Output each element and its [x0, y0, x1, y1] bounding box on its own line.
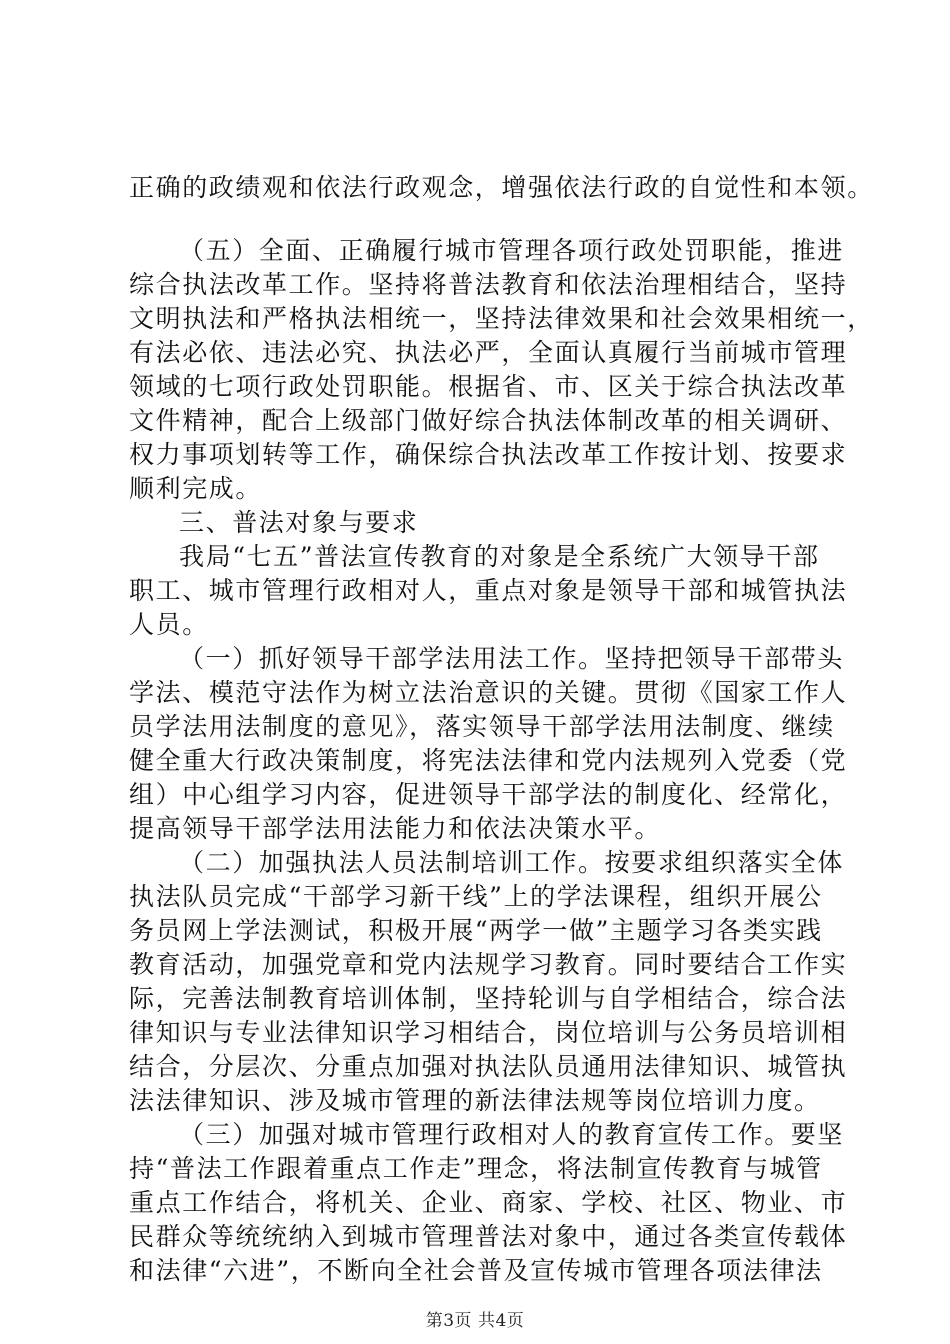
- body-text-line: 法法律知识、涉及城市管理的新法律法规等岗位培训力度。: [129, 1086, 821, 1115]
- body-text-line: 领域的七项行政处罚职能。根据省、市、区关于综合执法改革: [129, 372, 848, 401]
- body-text-line: 有法必依、违法必究、执法必严，全面认真履行当前城市管理: [129, 338, 848, 367]
- body-text-line: 重点工作结合，将机关、企业、商家、学校、社区、物业、市: [129, 1188, 848, 1217]
- body-text-line: 职工、城市管理行政相对人，重点对象是领导干部和城管执法: [129, 576, 848, 605]
- section-heading: 三、普法对象与要求: [179, 508, 419, 537]
- body-text-line: 顺利完成。: [129, 474, 263, 503]
- body-text-line: 结合，分层次、分重点加强对执法队员通用法律知识、城管执: [129, 1052, 848, 1081]
- body-text-line: 组）中心组学习内容，促进领导干部学法的制度化、经常化，: [129, 780, 848, 809]
- body-text-line: 和法律“六进”，不断向全社会普及宣传城市管理各项法律法: [129, 1256, 823, 1285]
- body-text-line: 持“普法工作跟着重点工作走”理念，将法制宣传教育与城管: [129, 1154, 823, 1183]
- body-text-line: 律知识与专业法律知识学习相结合，岗位培训与公务员培训相: [129, 1018, 848, 1047]
- body-text-line: 员学法用法制度的意见》，落实领导干部学法用法制度、继续: [129, 712, 835, 741]
- paragraph-first-line: 我局“七五”普法宣传教育的对象是全系统广大领导干部: [179, 542, 820, 571]
- body-text-line: 执法队员完成“干部学习新干线”上的学法课程，组织开展公: [129, 882, 823, 911]
- body-text-line: 学法、模范守法作为树立法治意识的关键。贯彻《国家工作人: [129, 678, 848, 707]
- body-text-line: 提高领导干部学法用法能力和依法决策水平。: [129, 814, 662, 843]
- paragraph-first-line: （二）加强执法人员法制培训工作。按要求组织落实全体: [179, 848, 845, 877]
- body-text-line: 综合执法改革工作。坚持将普法教育和依法治理相结合，坚持: [129, 270, 848, 299]
- paragraph-first-line: （三）加强对城市管理行政相对人的教育宣传工作。要坚: [179, 1120, 845, 1149]
- page-number-footer: 第3页 共4页: [425, 1311, 525, 1331]
- body-text-line: 教育活动，加强党章和党内法规学习教育。同时要结合工作实: [129, 950, 848, 979]
- body-text-line: 权力事项划转等工作，确保综合执法改革工作按计划、按要求: [129, 440, 848, 469]
- body-text-line: 际，完善法制教育培训体制，坚持轮训与自学相结合，综合法: [129, 984, 848, 1013]
- body-text-line: 务员网上学法测试，积极开展“两学一做”主题学习各类实践: [129, 916, 823, 945]
- body-text-line: 民群众等统统纳入到城市管理普法对象中，通过各类宣传载体: [129, 1222, 848, 1251]
- body-text-line: 正确的政绩观和依法行政观念，增强依法行政的自觉性和本领。: [129, 173, 874, 202]
- body-text-line: 人员。: [129, 610, 209, 639]
- body-text-line: 健全重大行政决策制度，将宪法法律和党内法规列入党委（党: [129, 746, 848, 775]
- paragraph-first-line: （五）全面、正确履行城市管理各项行政处罚职能，推进: [179, 236, 845, 265]
- body-text-line: 文件精神，配合上级部门做好综合执法体制改革的相关调研、: [129, 406, 848, 435]
- paragraph-first-line: （一）抓好领导干部学法用法工作。坚持把领导干部带头: [179, 644, 845, 673]
- body-text-line: 文明执法和严格执法相统一，坚持法律效果和社会效果相统一，: [129, 304, 874, 333]
